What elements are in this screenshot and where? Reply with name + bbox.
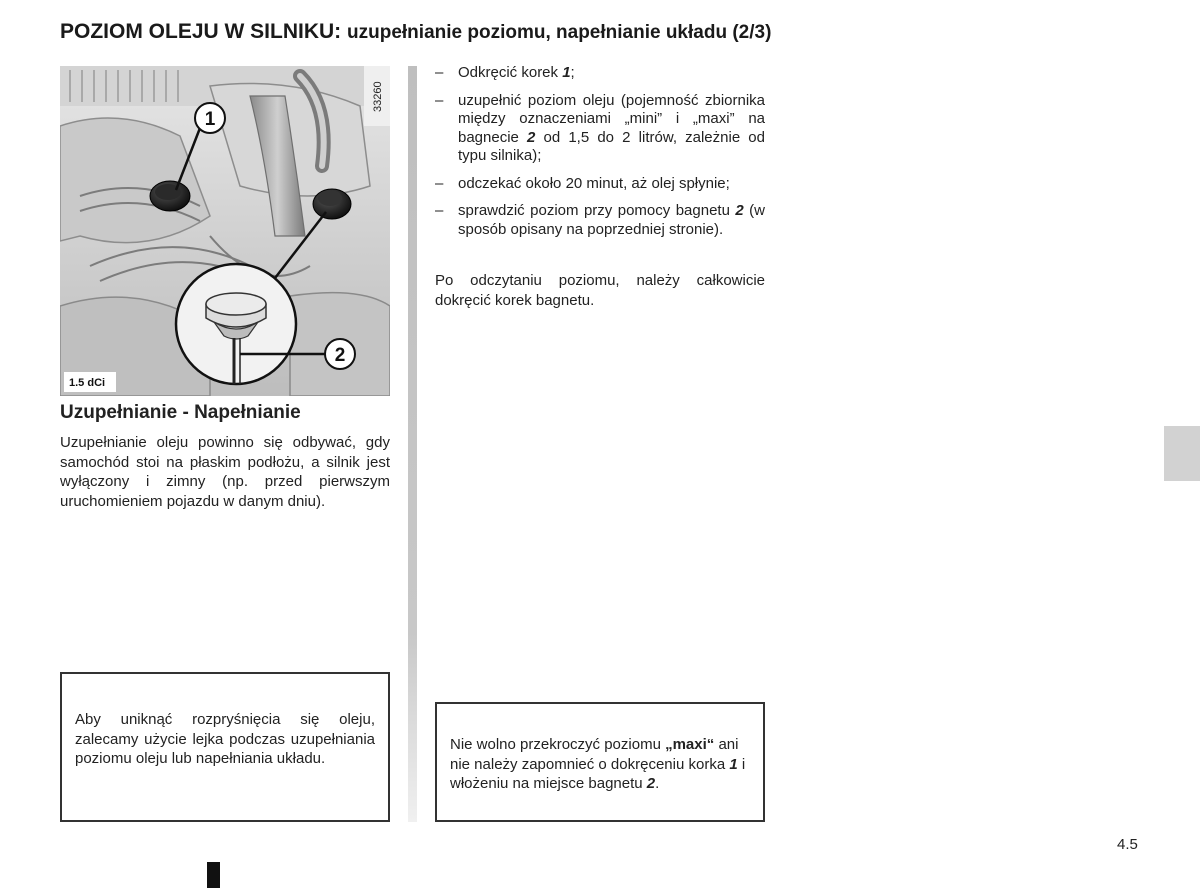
page-title bbox=[60, 20, 771, 44]
callout-2-number: 2 bbox=[334, 345, 346, 366]
dash-marker: – bbox=[435, 174, 444, 192]
maxi-warning-box: Nie wolno przekroczyć poziomu „maxi“ ani nie należy zapomnieć o dokręceniu korka 1 i włożeniu na miejsce bagnetu 2. bbox=[435, 702, 765, 822]
engine-illustration bbox=[60, 66, 390, 396]
section-heading: Uzupełnianie - Napełnianie bbox=[60, 402, 301, 423]
step-item: – odczekać około 20 minut, aż olej spłynie; bbox=[435, 174, 730, 192]
ref-cap-1: 1 bbox=[562, 64, 571, 81]
bottom-edge-mark bbox=[207, 862, 220, 888]
step-item: – sprawdzić poziom przy pomocy bagnetu 2 (w sposób opisany na poprzedniej stronie). bbox=[435, 202, 765, 238]
column-divider bbox=[408, 66, 417, 822]
ref-dipstick-2: 2 bbox=[735, 202, 744, 219]
intro-paragraph: Uzupełnianie oleju powinno się odbywać, gdy samochód stoi na płaskim podłożu, a silnik jest wyłączony i zimny (np. przed pierwszym uruchomieniem pojazdu w danym dniu). bbox=[60, 434, 390, 510]
page-title-main: POZIOM OLEJU W SILNIKU: bbox=[60, 20, 342, 43]
funnel-note-text: Aby uniknąć rozpryśnięcia się oleju, zalecamy użycie lejka podczas uzupełniania poziomu oleju lub napełniania układu. bbox=[75, 711, 375, 767]
step-item: – uzupełnić poziom oleju (pojemność zbiornika między oznaczeniami „mini” i „maxi” na bagnecie 2 od 1,5 do 2 litrów, zależnie od typu silnika); bbox=[435, 91, 765, 164]
steps-list bbox=[435, 64, 765, 248]
dash-marker: – bbox=[435, 202, 444, 219]
figure-ref-number: 33260 bbox=[372, 81, 384, 112]
dash-marker: – bbox=[435, 91, 444, 109]
funnel-note-box bbox=[60, 672, 390, 822]
engine-label: 1.5 dCi bbox=[69, 377, 106, 389]
page-title-sub: uzupełnianie poziomu, napełnianie układu (2/3) bbox=[347, 22, 772, 43]
closing-paragraph: Po odczytaniu poziomu, należy całkowicie dokręcić korek bagnetu. bbox=[435, 272, 765, 309]
dash-marker: – bbox=[435, 64, 444, 81]
chapter-side-tab bbox=[1164, 426, 1200, 481]
page-number: 4.5 bbox=[1117, 836, 1138, 853]
maxi-label: „maxi“ bbox=[665, 736, 715, 753]
ref-dipstick-2: 2 bbox=[646, 775, 656, 792]
ref-dipstick-2: 2 bbox=[527, 128, 536, 146]
ref-cap-1: 1 bbox=[729, 755, 738, 773]
callout-1-number: 1 bbox=[204, 109, 216, 130]
step-item: – Odkręcić korek 1; bbox=[435, 64, 575, 81]
